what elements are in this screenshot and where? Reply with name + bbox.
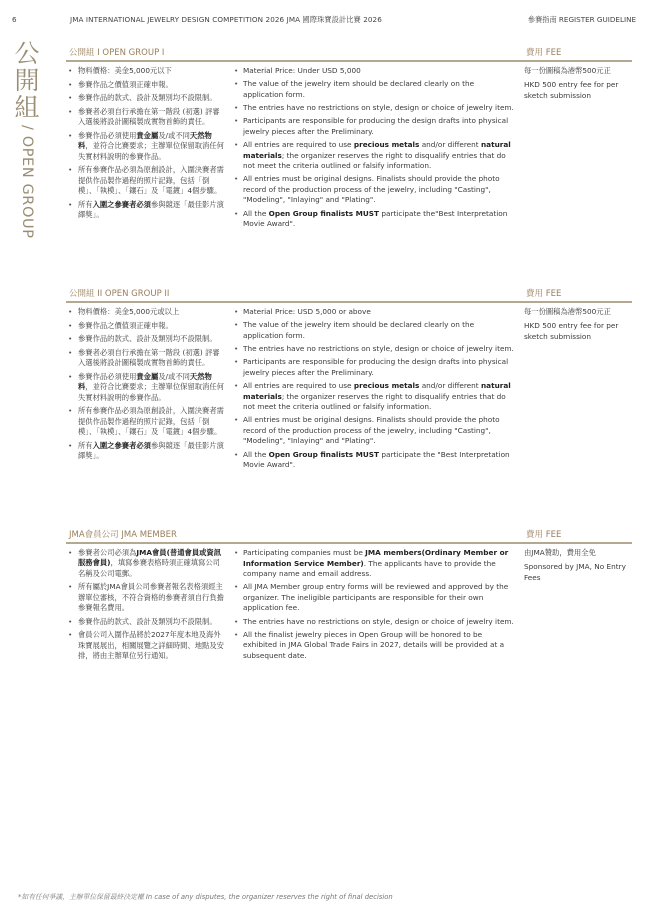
section-header (66, 44, 632, 62)
list-item: • The value of the jewelry item should be declared clearly on the application form. (234, 320, 514, 341)
list-item: • 會員公司入圍作品將於2027年度本地及海外珠寶展展出，相關展覽之詳細時間、地點及安排，將由主辦單位另行通知。 (68, 630, 226, 661)
side-title (10, 40, 44, 239)
fee-text: HKD 500 entry fee for per sketch submission (524, 80, 619, 100)
list-item: • 所有參賽作品必須為原創設計，入圍決賽者需提供作品製作過程的照片記錄，包括「倒模」、「執模」、「鑲石」及「電鍍」4個步驟。 (68, 406, 226, 437)
fee-column (524, 548, 630, 587)
page-number: 6 (12, 15, 17, 24)
section-title: 公開組 II OPEN GROUP II (69, 289, 170, 299)
list-item: • 參賽者必須自行承擔在第一階段 (初選) 評審入選後將設計圖稿製成實物首飾的責任。 (68, 348, 226, 369)
fee-text: 每一份圖稿為港幣500元正 (524, 307, 611, 316)
list-item: • All JMA Member group entry forms will be reviewed and approved by the organizer. The ineligible participants are responsible for their own application fee. (234, 582, 514, 614)
list-item: • Material Price: Under USD 5,000 (234, 66, 514, 77)
english-rules-column (234, 307, 514, 474)
section-open-group-1 (66, 44, 632, 284)
section-title: 公開組 I OPEN GROUP I (69, 48, 165, 58)
english-rules-column (234, 548, 514, 664)
side-title-en: / OPEN GROUP (19, 125, 35, 239)
english-rules-column (234, 66, 514, 233)
list-item: • 參賽作品的款式、設計及類別均不設限制。 (68, 334, 226, 344)
section-header (66, 285, 632, 303)
list-item: • Participating companies must be JMA members(Ordinary Member or Information Service Member). The applicants have to provide the company name and email address. (234, 548, 514, 580)
list-item: • The value of the jewelry item should be declared clearly on the application form. (234, 79, 514, 100)
list-item: • 參賽作品必須使用貴金屬及/或不同天然物料，並符合比賽要求；主辦單位保留取消任何失實材料說明的參賽作品。 (68, 372, 226, 403)
section-jma-member (66, 526, 632, 736)
list-item: • 參賽者公司必須為JMA會員(普通會員或資訊服務會員)，填寫參賽表格時須正確填寫公司名稱及公司電郵。 (68, 548, 226, 579)
chinese-rules-column (68, 66, 226, 224)
fee-text: Sponsored by JMA, No Entry Fees (524, 562, 626, 582)
list-item: • 所有屬於JMA會員公司參賽者報名表格須經主辦單位審核，不符合資格的參賽者須自行負擔參賽報名費用。 (68, 582, 226, 613)
fee-text: 每一份圖稿為港幣500元正 (524, 66, 611, 75)
fee-text: HKD 500 entry fee for per sketch submission (524, 321, 619, 341)
list-item: • Participants are responsible for producing the design drafts into physical jewelry pieces after the Preliminary. (234, 357, 514, 378)
list-item: • 參賽作品的款式、設計及類別均不設限制。 (68, 93, 226, 103)
header-guide: 參賽指南 REGISTER GUIDELINE (527, 15, 636, 24)
list-item: • 參賽作品的款式、設計及類別均不設限制。 (68, 617, 226, 627)
list-item: • The entries have no restrictions on style, design or choice of jewelry item. (234, 617, 514, 628)
side-title-cjk-2: 開 (14, 66, 40, 95)
list-item: • Material Price: USD 5,000 or above (234, 307, 514, 318)
fee-title: 費用 FEE (526, 48, 562, 58)
list-item: • All entries are required to use precious metals and/or different natural materials; the organizer reserves the right to disqualify entries that do not meet the criteria outlined or falsify information. (234, 140, 514, 172)
fee-text: 由JMA贊助，費用全免 (524, 548, 596, 557)
list-item: • All entries are required to use precious metals and/or different natural materials; the organizer reserves the right to disqualify entries that do not meet the criteria outlined or falsify information. (234, 381, 514, 413)
list-item: • 參賽作品之價值須正確申報。 (68, 80, 226, 90)
list-item: • 參賽者必須自行承擔在第一階段 (初選) 評審入選後將設計圖稿製成實物首飾的責任。 (68, 107, 226, 128)
list-item: • 所有參賽作品必須為原創設計，入圍決賽者需提供作品製作過程的照片記錄，包括「倒模」、「執模」、「鑲石」及「電鍍」4個步驟。 (68, 165, 226, 196)
side-title-cjk-3: 組 (14, 93, 40, 122)
list-item: • 所有入圍之參賽者必須參與競逐「最佳影片演繹獎」。 (68, 441, 226, 462)
header-title: JMA INTERNATIONAL JEWELRY DESIGN COMPETITION 2026 JMA 國際珠寶設計比賽 2026 (70, 15, 382, 24)
fee-column (524, 307, 630, 346)
section-open-group-2 (66, 285, 632, 525)
list-item: • All the finalist jewelry pieces in Open Group will be honored to be exhibited in JMA Global Trade Fairs in 2027, details will be provided at a subsequent date. (234, 630, 514, 662)
list-item: • The entries have no restrictions on style, design or choice of jewelry item. (234, 344, 514, 355)
list-item: • 物料價格：美金5,000元以下 (68, 66, 226, 76)
list-item: • 參賽作品必須使用貴金屬及/或不同天然物料，並符合比賽要求；主辦單位保留取消任何失實材料說明的參賽作品。 (68, 131, 226, 162)
section-title: JMA會員公司 JMA MEMBER (69, 530, 177, 540)
fee-title: 費用 FEE (526, 289, 562, 299)
list-item: • All the Open Group finalists MUST participate the"Best Interpretation Movie Award". (234, 209, 514, 230)
chinese-rules-column (68, 548, 226, 665)
list-item: • All entries must be original designs. Finalists should provide the photo record of the production process of the jewelry, including "Casting", "Modeling", "Inlaying" and "Plating". (234, 174, 514, 206)
side-title-cjk-1: 公 (14, 39, 40, 68)
list-item: • 物料價格：美金5,000元或以上 (68, 307, 226, 317)
page-header (12, 15, 636, 29)
list-item: • Participants are responsible for producing the design drafts into physical jewelry pieces after the Preliminary. (234, 116, 514, 137)
fee-title: 費用 FEE (526, 530, 562, 540)
fee-column (524, 66, 630, 105)
chinese-rules-column (68, 307, 226, 465)
list-item: • 參賽作品之價值須正確申報。 (68, 321, 226, 331)
footnote: *如有任何爭議，主辦單位保留最終決定權 In case of any disputes, the organizer reserves the right of final decision (18, 893, 393, 901)
list-item: • All the Open Group finalists MUST participate the "Best Interpretation Movie Award". (234, 450, 514, 471)
list-item: • The entries have no restrictions on style, design or choice of jewelry item. (234, 103, 514, 114)
list-item: • All entries must be original designs. Finalists should provide the photo record of the production process of the jewelry, including "Casting", "Modeling", "Inlaying" and "Plating". (234, 415, 514, 447)
section-header (66, 526, 632, 544)
list-item: • 所有入圍之參賽者必須參與競逐「最佳影片演繹獎」。 (68, 200, 226, 221)
